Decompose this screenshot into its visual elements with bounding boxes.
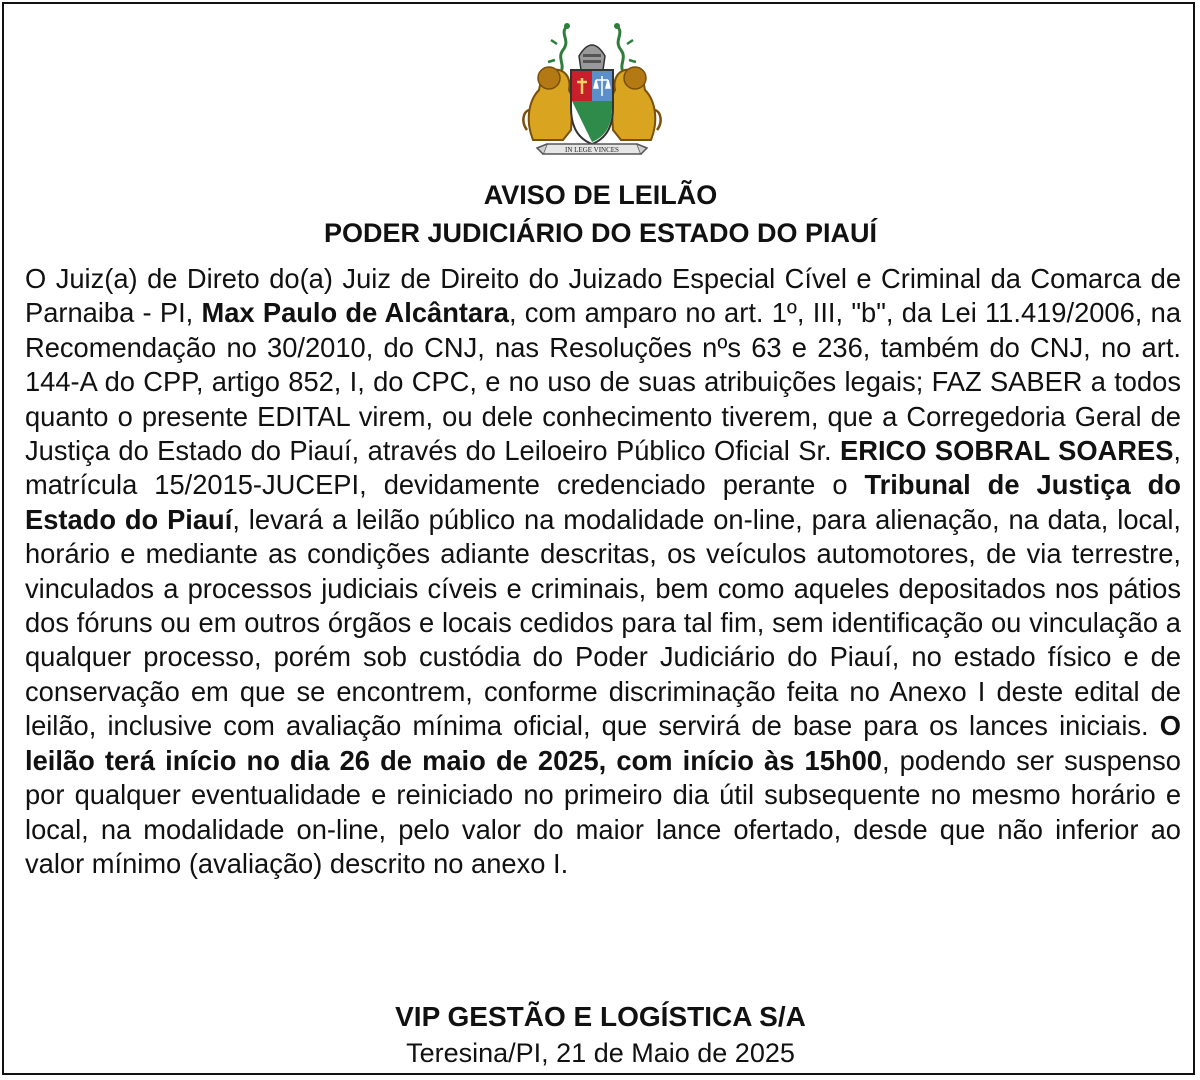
body-text-2: , com amparo no art. 1º, III, "b", da Lei 11.419/2006, na Recomendação no 30/2010, do CNJ, nas Resoluções nºs 63 e 236, também do CNJ, no art. 144-A do CPP, artigo 852, I, do CPC, e no uso de suas atribuições legais; FAZ SABER a todos quanto o presente EDITAL virem, ou dele conhecimento tiverem, que a Corregedoria Geral de Justiça do Estado do Piauí, através do Leiloeiro Público Oficial Sr. [25,297,1181,467]
crest-motto: IN LEGE VINCES [565,146,619,154]
judge-name: Max Paulo de Alcântara [201,297,509,329]
body-text-5: , podendo ser suspenso por qualquer eventualidade e reiniciado no primeiro dia útil subsequente no mesmo horário e local, na modalidade on-line, pelo valor do maior lance ofertado, desde que não inferior ao valor mínimo (avaliação) descrito no anexo I. [25,744,1181,879]
court-name: Tribunal de Justiça do Estado do Piauí [25,469,1181,535]
body-text-1: O Juiz(a) de Direto do(a) Juiz de Direito do Juizado Especial Cível e Criminal da Comarca de Parnaiba - PI, [25,263,1181,329]
signature-company: VIP GESTÃO E LOGÍSTICA S/A [395,1001,806,1032]
auction-start: O leilão terá início no dia 26 de maio de 2025, com início às 15h00 [25,710,1181,776]
notice-title: AVISO DE LEILÃO [483,180,718,210]
notice-body [25,262,1181,881]
body-text-3: , matrícula 15/2015-JUCEPI, devidamente credenciado perante o [25,435,1181,501]
body-text-4: , levará a leilão público na modalidade on-line, para alienação, na data, local, horário e mediante as condições adiante descritas, os veículos automotores, de via terrestre, vinculados a processos judiciais cíveis e criminais, bem como aqueles depositados nos pátios dos fóruns ou em outros órgãos e locais cedidos para tal fim, sem identificação ou vinculação a qualquer processo, porém sob custódia do Poder Judiciário do Piauí, no estado físico e de conservação em que se encontrem, conforme discriminação feita no Anexo I deste edital de leilão, inclusive com avaliação mínima oficial, que servirá de base para os lances iniciais. [25,503,1181,742]
notice-frame [2,2,1195,1075]
auctioneer-name: ERICO SOBRAL SOARES [840,435,1174,467]
coat-of-arms-icon [519,20,665,164]
signature-place-date: Teresina/PI, 21 de Maio de 2025 [406,1038,795,1068]
notice-subtitle: PODER JUDICIÁRIO DO ESTADO DO PIAUÍ [323,218,878,248]
